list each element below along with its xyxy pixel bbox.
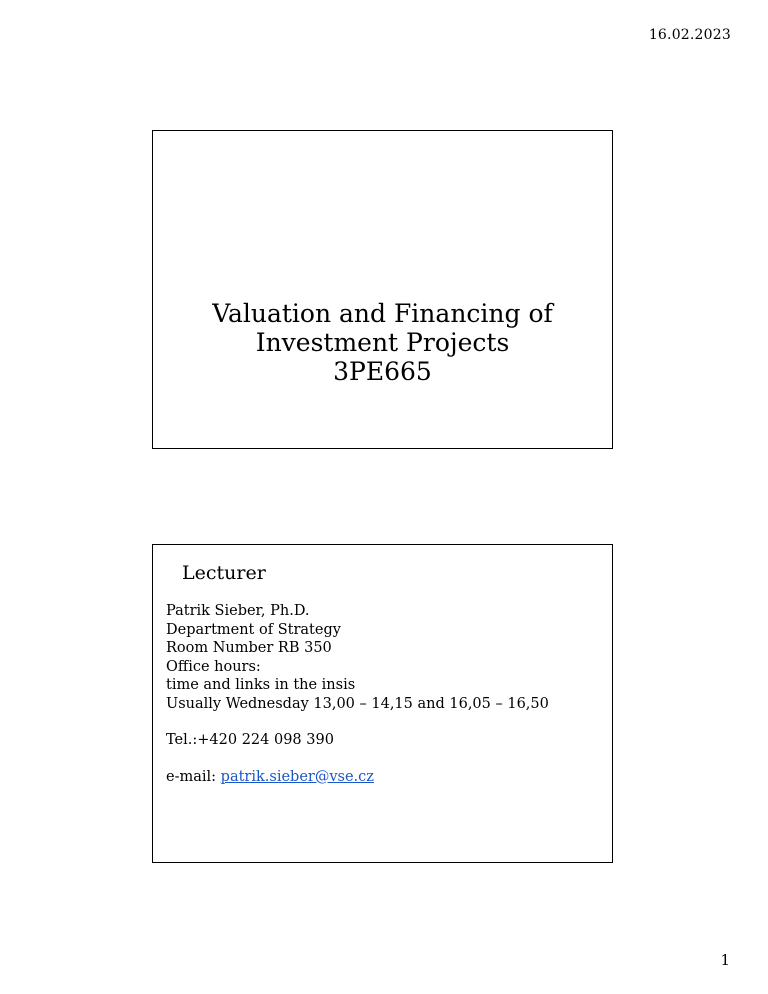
phone-number: Tel.:+420 224 098 390 bbox=[166, 732, 334, 748]
lecturer-name: Patrik Sieber, Ph.D. bbox=[166, 603, 310, 619]
lecturer-details bbox=[166, 602, 549, 786]
spacer bbox=[166, 750, 549, 768]
title-line-1: Valuation and Financing of bbox=[212, 299, 553, 328]
spacer bbox=[166, 713, 549, 731]
presentation-title bbox=[153, 299, 612, 386]
room-number: Room Number RB 350 bbox=[166, 640, 332, 656]
office-hours-label: Office hours: bbox=[166, 658, 261, 675]
email-label: e-mail: bbox=[166, 768, 221, 785]
office-hours-note: time and links in the insis bbox=[166, 677, 356, 693]
lecturer-heading: Lecturer bbox=[182, 562, 266, 584]
title-line-2: Investment Projects bbox=[255, 328, 510, 357]
email-link[interactable]: patrik.sieber@vse.cz bbox=[220, 768, 374, 785]
email-line bbox=[166, 768, 549, 787]
page-number: 1 bbox=[720, 951, 730, 969]
course-code: 3PE665 bbox=[333, 357, 432, 386]
office-hours-times: Usually Wednesday 13,00 – 14,15 and 16,05 – 16,50 bbox=[166, 695, 549, 712]
slide-lecturer bbox=[152, 544, 613, 863]
slide-title bbox=[152, 130, 613, 449]
department: Department of Strategy bbox=[166, 621, 341, 638]
document-date: 16.02.2023 bbox=[648, 27, 731, 43]
